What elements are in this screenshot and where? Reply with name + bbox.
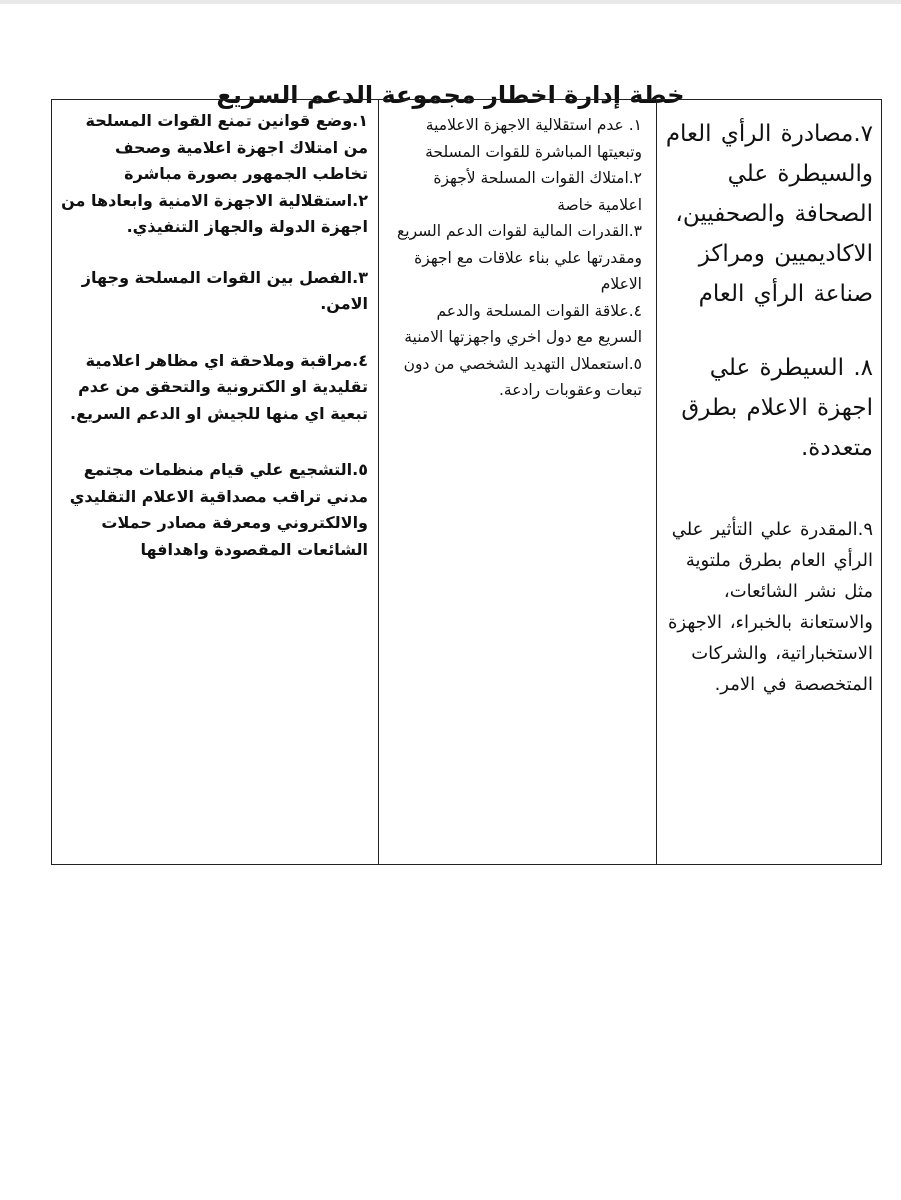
- cause-item-2: ٢.امتلاك القوات المسلحة لأجهزة اعلامية خاصة: [433, 169, 642, 214]
- cause-item-4: ٤.علاقة القوات المسلحة والدعم السريع مع دول اخري واجهزتها الامنية: [404, 301, 642, 346]
- measure-item-3: ٣.الفصل بين القوات المسلحة وجهاز الامن.: [81, 267, 368, 313]
- cause-item-1: ١. عدم استقلالية الاجهزة الاعلامية وتبعيتها المباشرة للقوات المسلحة: [425, 116, 642, 161]
- threat-item-8: ٨. السيطرة علي اجهزة الاعلام بطرق متعددة.: [681, 355, 873, 461]
- threat-item-9: ٩.المقدرة علي التأثير علي الرأي العام بطرق ملتوية مثل نشر الشائعات، والاستعانة بالخبراء، الاجهزة الاستخباراتية، والشركات المتخصصة في الامر.: [667, 519, 873, 695]
- threats-column: [656, 100, 881, 864]
- document-title: خطة إدارة اخطار مجموعة الدعم السريع: [216, 81, 685, 110]
- measure-item-1: ١.وضع قوانين تمنع القوات المسلحة من امتلاك اجهزة اعلامية وصحف تخاطب الجمهور بصورة مباشرة: [85, 111, 368, 183]
- threat-item-7: ٧.مصادرة الرأي العام والسيطرة علي الصحافة والصحفيين، الاكاديميين ومراكز صناعة الرأي العام: [665, 121, 873, 307]
- measure-item-5: ٥.التشجيع علي قيام منظمات مجتمع مدني تراقب مصداقية الاعلام التقليدي والالكتروني ومعرفة مصادر حملات الشائعات المقصودة واهدافها: [69, 460, 368, 559]
- risk-plan-table: [51, 99, 882, 865]
- measure-item-2: ٢.استقلالية الاجهزة الامنية وابعادها من اجهزة الدولة والجهاز التنفيذي.: [61, 190, 368, 236]
- cause-item-3: ٣.القدرات المالية لقوات الدعم السريع ومقدرتها علي بناء علاقات مع اجهزة الاعلام: [397, 222, 642, 293]
- page-top-edge: [0, 0, 901, 4]
- measures-column: [52, 100, 378, 864]
- causes-column: [378, 100, 656, 864]
- cause-item-5: ٥.استعملال التهديد الشخصي من دون تبعات وعقوبات رادعة.: [403, 354, 642, 399]
- measure-item-4: ٤.مراقبة وملاحقة اي مظاهر اعلامية تقليدية او الكترونية والتحقق من عدم تبعية اي منها للجيش او الدعم السريع.: [70, 350, 368, 423]
